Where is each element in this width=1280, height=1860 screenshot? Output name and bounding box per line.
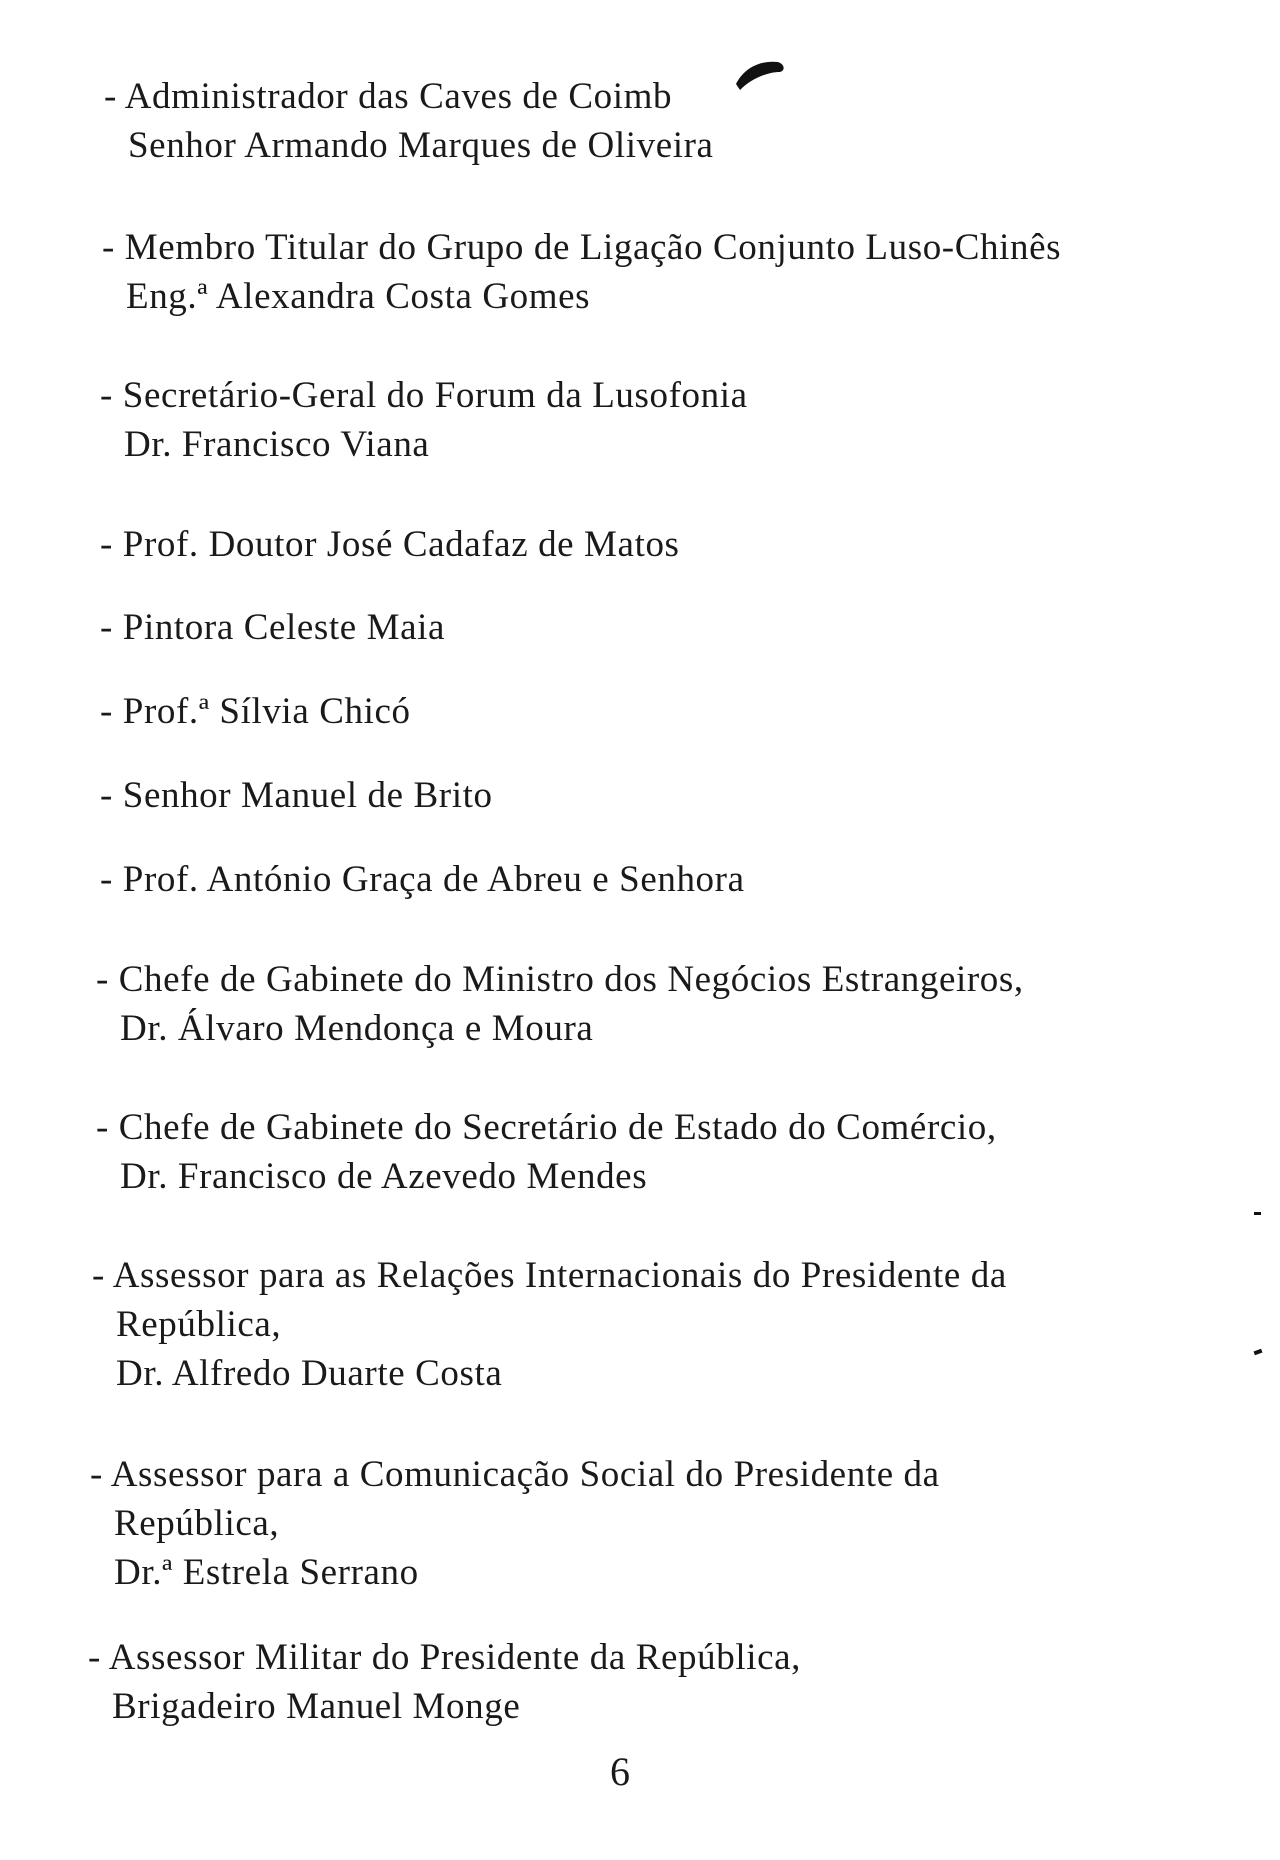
entry-line: - Prof. Doutor José Cadafaz de Matos (100, 524, 680, 565)
entry-line: Dr.ª Estrela Serrano (114, 1552, 419, 1593)
entry-line: Dr. Álvaro Mendonça e Moura (120, 1008, 594, 1049)
scan-blot-mark (730, 54, 790, 104)
entry-line: Dr. Francisco de Azevedo Mendes (120, 1156, 648, 1197)
list-item (100, 520, 680, 569)
list-item (100, 687, 411, 736)
scan-speck-mark (1254, 1212, 1261, 1215)
list-item (88, 1633, 801, 1731)
entry-line: - Chefe de Gabinete do Secretário de Estado do Comércio, (96, 1107, 997, 1148)
list-item (104, 72, 714, 170)
entry-line: - Prof.ª Sílvia Chicó (100, 691, 411, 732)
list-item (102, 223, 1061, 321)
list-item (96, 955, 1024, 1053)
entry-line: - Assessor Militar do Presidente da República, (88, 1637, 802, 1678)
list-item (100, 371, 748, 469)
entry-line: - Chefe de Gabinete do Ministro dos Negócios Estrangeiros, (96, 959, 1024, 1000)
list-item (100, 855, 745, 904)
list-item (100, 603, 445, 652)
entry-line: - Pintora Celeste Maia (100, 607, 446, 648)
scan-speck-mark (1254, 1349, 1263, 1355)
entry-line: Eng.ª Alexandra Costa Gomes (126, 276, 591, 317)
entry-line: República, (116, 1304, 282, 1345)
entry-line: Dr. Francisco Viana (124, 424, 430, 465)
list-item (90, 1450, 940, 1597)
list-item (92, 1251, 1007, 1398)
entry-line: República, (114, 1503, 280, 1544)
entry-line: - Senhor Manuel de Brito (100, 775, 493, 816)
entry-line: - Assessor para as Relações Internacionais do Presidente da (92, 1255, 1007, 1296)
entry-line: - Assessor para a Comunicação Social do Presidente da (90, 1454, 940, 1495)
entry-line: - Administrador das Caves de Coimb (104, 76, 673, 117)
entry-line: Senhor Armando Marques de Oliveira (128, 125, 714, 166)
entry-line: - Membro Titular do Grupo de Ligação Conjunto Luso-Chinês (102, 227, 1062, 268)
entry-line: Dr. Alfredo Duarte Costa (116, 1353, 503, 1394)
list-item (96, 1103, 997, 1201)
list-item (100, 771, 493, 820)
page-number: 6 (610, 1749, 630, 1794)
entry-line: Brigadeiro Manuel Monge (112, 1686, 521, 1727)
entry-line: - Secretário-Geral do Forum da Lusofonia (100, 375, 748, 416)
entry-line: - Prof. António Graça de Abreu e Senhora (100, 859, 745, 900)
